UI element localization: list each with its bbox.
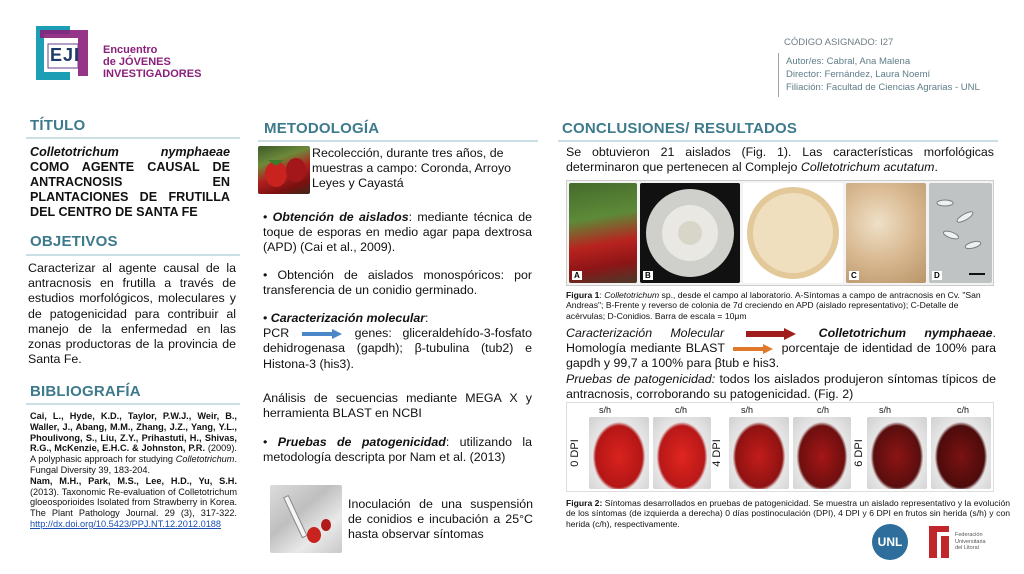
bibliografia-list bbox=[30, 411, 237, 530]
fig1-panel-b-front: B bbox=[640, 183, 740, 283]
fig1-caption: Figura 1: Colletotrichum sp., desde el campo al laboratorio. A-Síntomas a campo de antracnosis en Cv. "San Andreas"; B-Frente y reverso de colonia de 7d creciendo en APD (aislado representativo); C-Detalle de acérvulas; D-Conidios. Barra de escala = 10μm bbox=[566, 290, 981, 321]
strawberry-icon bbox=[258, 146, 310, 194]
codigo-asignado: CÓDIGO ASIGNADO: I27 bbox=[784, 37, 894, 48]
filiacion: Filiación: Facultad de Ciencias Agrarias - UNL bbox=[786, 82, 980, 93]
metodologia-item-aislados: • Obtención de aislados: mediante técnica de toque de esporas en medio agar papa dextrosa (APD) (Cai et al., 2009). bbox=[263, 210, 532, 255]
fig2-label-0dpi: 0 DPI bbox=[568, 439, 581, 467]
fig2-6dpi-ch bbox=[931, 417, 991, 489]
conclusiones-heading: CONCLUSIONES/ RESULTADOS bbox=[562, 120, 798, 137]
molecular-result: Caracterización Molecular Colletotrichum nymphaeae. Homología mediante BLAST porcentaje de identidad de 100% para gapdh y 99,7 a 100% para βtub e his3. bbox=[566, 326, 996, 371]
fig1-panel-c: C bbox=[846, 183, 926, 283]
metodologia-heading: METODOLOGÍA bbox=[264, 120, 380, 137]
fig1-panel-a: A bbox=[569, 183, 637, 283]
metodologia-item-patogenicidad: • Pruebas de patogenicidad: utilizando la metodología descripta por Nam et al. (2013) bbox=[263, 435, 532, 465]
ref2-doi-link[interactable]: http://dx.doi.org/10.5423/PPJ.NT.12.2012.0188 bbox=[30, 518, 222, 529]
logo-title-1: Encuentro bbox=[103, 44, 158, 56]
pipette-icon bbox=[270, 485, 342, 553]
titulo-heading: TÍTULO bbox=[30, 117, 86, 134]
fig1-panel-b-reverse bbox=[743, 183, 843, 283]
logo-letters: EJI bbox=[50, 45, 81, 65]
figure-2: s/h c/h s/h c/h s/h c/h 0 DPI 4 DPI 6 DPI bbox=[566, 402, 994, 492]
eji-logo bbox=[30, 22, 94, 84]
autor: Autor/es: Cabral, Ana Malena bbox=[786, 56, 911, 67]
fig2-4dpi-sh bbox=[729, 417, 789, 489]
metodologia-item-molecular: • Caracterización molecular: PCR genes: gliceraldehído-3-fosfato dehidrogenasa (gapdh); β-tubulina (tub2) e Histona-3 (his3). bbox=[263, 311, 532, 371]
fig2-label-4dpi: 4 DPI bbox=[710, 439, 723, 467]
pcr-label: PCR bbox=[263, 326, 290, 341]
ref1-authors: Cai, L., Hyde, K.D., Taylor, P.W.J., Weir, B., Waller, J., Abang, M.M., Zhang, J.Z., Yang, Y.L., Phoulivong, S., Liu, Z.Y., Prihastuti, H., Shivas, R.G., McKenzie, E.H.C. & Johnston, P.R. bbox=[30, 411, 237, 454]
fig2-0dpi-sh bbox=[589, 417, 649, 489]
pcr-text: genes: gliceraldehído-3-fosfato dehidrogenasa (gapdh); β-tubulina (tub2) e Histona-3 (his3). bbox=[263, 326, 532, 371]
arrow-orange-icon bbox=[733, 344, 773, 354]
figure-1 bbox=[566, 180, 994, 286]
federacion-logo: Federación Universitaria del Litoral bbox=[925, 522, 991, 562]
bibliografia-heading: BIBLIOGRAFÍA bbox=[30, 383, 141, 400]
reference-1 bbox=[30, 411, 237, 476]
metodologia-intro: Recolección, durante tres años, de muestras a campo: Coronda, Arroyo Leyes y Cayastá bbox=[312, 146, 512, 191]
logo-title-2: de JÓVENES bbox=[103, 56, 171, 68]
inoculacion-text: Inoculación de una suspensión de conidios e incubación a 25°C hasta observar síntomas bbox=[348, 497, 533, 542]
logo-title-3: INVESTIGADORES bbox=[103, 68, 202, 80]
metodologia-analisis: Análisis de secuencias mediante MEGA X y herramienta BLAST en NCBI bbox=[263, 391, 532, 421]
reference-2 bbox=[30, 476, 237, 530]
fig1-panel-d: D bbox=[929, 183, 992, 283]
objetivos-text: Caracterizar al agente causal de la antracnosis en frutilla a través de estudios morfológicos, moleculares y de patogenicidad para contribuir al manejo de la enfermedad en las zonas productoras de la provincia de Santa Fe. bbox=[28, 261, 236, 367]
ref1-year: (2009). A polyphasic approach for studying bbox=[30, 443, 237, 465]
fig2-4dpi-ch bbox=[793, 417, 851, 489]
ref1-rest: . Fungal Diversity 39, 183-204. bbox=[30, 454, 237, 475]
fig2-0dpi-ch bbox=[653, 417, 711, 489]
titulo-genus: Colletotrichum nymphaeae bbox=[30, 145, 230, 159]
metodologia-item-monosporicos: • Obtención de aislados monospóricos: por transferencia de un conidio germinado. bbox=[263, 268, 533, 298]
ref2-rest: (2013). Taxonomic Re-evaluation of Colletotrichum gloeosporioides Isolated from Strawberry in Korea. The Plant Pathology Journal. 29 (3), 317-322. bbox=[30, 486, 237, 519]
titulo-text bbox=[30, 145, 230, 220]
strawberry-field-photo bbox=[258, 146, 310, 194]
titulo-rest: COMO AGENTE CAUSAL DE ANTRACNOSIS EN PLANTACIONES DE FRUTILLA DEL CENTRO DE SANTA FE bbox=[30, 160, 230, 219]
arrow-red-icon bbox=[746, 328, 796, 340]
fig2-caption: Figura 2: Síntomas desarrollados en pruebas de patogenicidad. Se muestra un aislado representativo y la evolución de los síntomas (de izquierda a derecha) 0 días postinoculación (DPI), 4 DPI y 6 DPI en frutos sin herida (s/h) y con herida (c/h), respectivamente. bbox=[566, 498, 1011, 529]
patogenicidad-result: Pruebas de patogenicidad: todos los aislados produjeron síntomas típicos de antracnosis, corroborando su patogenicidad. (Fig. 2) bbox=[566, 372, 996, 402]
director: Director: Fernández, Laura Noemí bbox=[786, 69, 931, 80]
ref2-authors: Nam, M.H., Park, M.S., Lee, H.D., Yu, S.H. bbox=[30, 475, 237, 486]
inoculation-photo bbox=[270, 485, 342, 553]
fig2-6dpi-sh bbox=[867, 417, 927, 489]
conclusiones-p1: Se obtuvieron 21 aislados (Fig. 1). Las características morfológicas determinaron que pertenecen al Complejo Colletotrichum acutatum. bbox=[566, 145, 994, 175]
fig2-label-6dpi: 6 DPI bbox=[852, 439, 865, 467]
unl-logo: UNL bbox=[872, 524, 908, 560]
fed-logo-icon bbox=[925, 522, 953, 562]
objetivos-heading: OBJETIVOS bbox=[30, 233, 118, 250]
arrow-right-icon bbox=[302, 329, 342, 339]
ref1-genus: Colletotrichum bbox=[175, 454, 235, 465]
